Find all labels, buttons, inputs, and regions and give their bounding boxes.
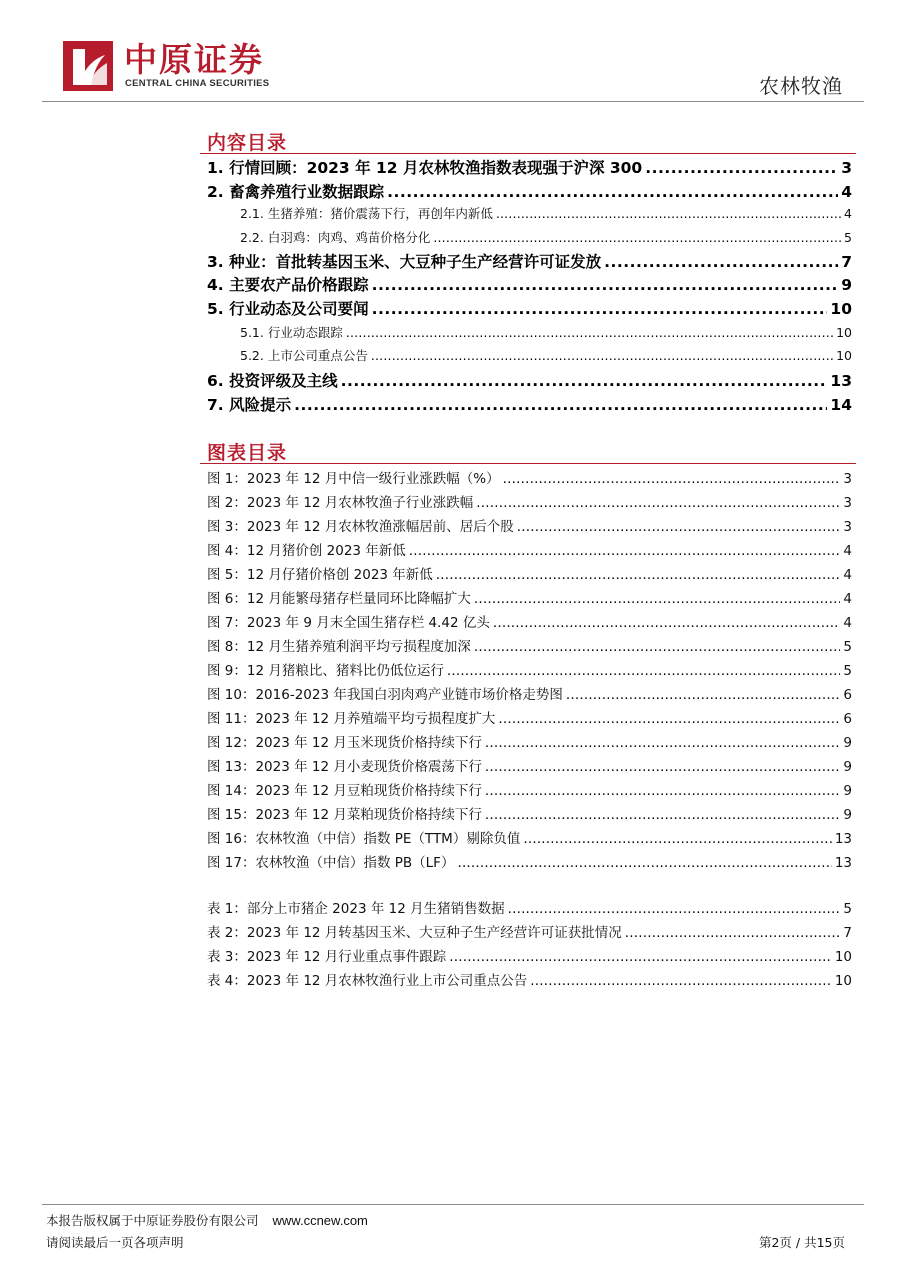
toc-entry-text: 2. 畜禽养殖行业数据跟踪 [207,183,385,201]
figure-entry-text: 图 13：2023 年 12 月小麦现货价格震荡下行 [207,759,482,775]
footer-copyright: 本报告版权属于中原证券股份有限公司 [46,1213,259,1228]
figure-entry[interactable] [207,755,852,777]
figure-entry-text: 图 14：2023 年 12 月豆粕现货价格持续下行 [207,783,482,799]
leader-dots [503,471,841,487]
logo-chinese-name: 中原证券 [124,40,264,79]
toc-entry[interactable] [207,250,852,274]
toc-entry-page: 13 [830,372,852,390]
figure-entry[interactable] [207,779,852,801]
toc-subentry[interactable] [240,346,852,366]
table-entry[interactable] [207,969,852,991]
figure-entry-text: 图 15：2023 年 12 月菜粕现货价格持续下行 [207,807,482,823]
figure-entry-page: 5 [843,663,852,679]
figure-entry[interactable] [207,539,852,561]
toc-entry-text: 2.2. 白羽鸡：肉鸡、鸡苗价格分化 [240,230,431,245]
leader-dots [409,543,841,559]
figure-entry-page: 3 [843,519,852,535]
leader-dots [645,159,838,177]
figure-entry[interactable] [207,467,852,489]
toc-subentry[interactable] [240,204,852,224]
toc-entry-text: 2.1. 生猪养殖：猪价震荡下行，再创年内新低 [240,206,493,221]
table-entry[interactable] [207,897,852,919]
figure-entry-page: 4 [843,543,852,559]
footer-page-info: 第2页 / 共15页 [758,1235,845,1250]
leader-dots [625,925,841,941]
toc-entry-text: 5.1. 行业动态跟踪 [240,325,343,340]
figure-entry-page: 9 [843,759,852,775]
toc-entry-text: 5.2. 上市公司重点公告 [240,348,368,363]
leader-dots [294,396,827,414]
toc-entry-text: 5. 行业动态及公司要闻 [207,300,369,318]
leader-dots [341,372,828,390]
toc-entry-page: 7 [841,253,852,271]
leader-dots [498,711,840,727]
toc-entry-page: 10 [830,300,852,318]
toc-entry-text: 3. 种业：首批转基因玉米、大豆种子生产经营许可证发放 [207,253,602,271]
toc-subentry[interactable] [240,228,852,248]
figure-entry-text: 图 1：2023 年 12 月中信一级行业涨跌幅（%） [207,471,500,487]
leader-dots [476,495,840,511]
figure-entry-page: 6 [843,711,852,727]
leader-dots [508,901,841,917]
leader-dots [485,807,841,823]
figure-entry[interactable] [207,587,852,609]
toc-entry-page: 10 [836,348,852,363]
toc-entry[interactable] [207,273,852,297]
figure-entry[interactable] [207,659,852,681]
leader-dots [485,783,841,799]
figure-entry-text: 图 17：农林牧渔（中信）指数 PB（LF） [207,855,455,871]
figure-entry-page: 4 [843,567,852,583]
figure-entry-text: 图 4：12 月猪价创 2023 年新低 [207,543,406,559]
table-entry-text: 表 3：2023 年 12 月行业重点事件跟踪 [207,949,447,965]
toc-entry-page: 9 [841,276,852,294]
leader-dots [436,567,841,583]
toc-entry[interactable] [207,369,852,393]
leader-dots [566,687,841,703]
logo-english-name: CENTRAL CHINA SECURITIES [125,78,270,89]
figure-entry-page: 9 [843,783,852,799]
footer-url-link[interactable]: www.ccnew.com [272,1213,368,1228]
leader-dots [372,276,839,294]
figure-entry-text: 图 2：2023 年 12 月农林牧渔子行业涨跌幅 [207,495,474,511]
figure-entry[interactable] [207,515,852,537]
table-entry-text: 表 1：部分上市猪企 2023 年 12 月生猪销售数据 [207,901,505,917]
leader-dots [474,639,841,655]
page-header [0,0,905,104]
toc-entry[interactable] [207,393,852,417]
figure-entry[interactable] [207,707,852,729]
leader-dots [346,325,833,340]
leader-dots [523,831,831,847]
toc-entry-page: 4 [841,183,852,201]
figure-entry[interactable] [207,851,852,873]
figures-title-rule [200,463,856,464]
toc-entry[interactable] [207,180,852,204]
leader-dots [371,348,833,363]
figure-entry[interactable] [207,683,852,705]
figure-entry-text: 图 6：12 月能繁母猪存栏量同环比降幅扩大 [207,591,471,607]
figure-entry-page: 6 [843,687,852,703]
figure-entry-page: 5 [843,639,852,655]
figure-entry[interactable] [207,611,852,633]
figure-entry-page: 4 [843,615,852,631]
toc-entry[interactable] [207,297,852,321]
toc-entry[interactable] [207,156,852,180]
leader-dots [372,300,828,318]
figure-entry[interactable] [207,491,852,513]
leader-dots [530,973,832,989]
toc-title: 内容目录 [207,132,288,154]
toc-entry-text: 4. 主要农产品价格跟踪 [207,276,369,294]
table-entry-page: 7 [843,925,852,941]
leader-dots [449,949,832,965]
figure-entry-page: 4 [843,591,852,607]
footer-divider [42,1204,864,1205]
central-china-securities-logo-icon [63,41,113,91]
toc-entry-text: 7. 风险提示 [207,396,292,414]
figure-entry[interactable] [207,803,852,825]
figure-entry-text: 图 9：12 月猪粮比、猪料比仍低位运行 [207,663,444,679]
figure-entry-text: 图 12：2023 年 12 月玉米现货价格持续下行 [207,735,482,751]
figure-entry-text: 图 3：2023 年 12 月农林牧渔涨幅居前、居后个股 [207,519,514,535]
leader-dots [604,253,838,271]
figure-entry[interactable] [207,827,852,849]
leader-dots [485,735,841,751]
figure-entry[interactable] [207,563,852,585]
table-entry[interactable] [207,921,852,943]
footer-copyright-line [46,1211,368,1229]
toc-entry-page: 5 [844,230,852,245]
industry-section-label: 农林牧渔 [759,74,843,98]
figure-entry-text: 图 8：12 月生猪养殖利润平均亏损程度加深 [207,639,471,655]
leader-dots [493,615,841,631]
figures-title: 图表目录 [207,442,288,464]
figure-entry-text: 图 7：2023 年 9 月末全国生猪存栏 4.42 亿头 [207,615,490,631]
header-divider [42,101,864,102]
leader-dots [433,230,841,245]
table-entry-text: 表 2：2023 年 12 月转基因玉米、大豆种子生产经营许可证获批情况 [207,925,622,941]
toc-entry-text: 6. 投资评级及主线 [207,372,338,390]
leader-dots [474,591,841,607]
leader-dots [517,519,841,535]
figure-entry-text: 图 5：12 月仔猪价格创 2023 年新低 [207,567,433,583]
leader-dots [387,183,838,201]
leader-dots [496,206,841,221]
table-entry-page: 10 [834,949,852,965]
table-entry[interactable] [207,945,852,967]
figure-entry-text: 图 11：2023 年 12 月养殖端平均亏损程度扩大 [207,711,496,727]
toc-entry-page: 4 [844,206,852,221]
figure-entry-page: 13 [834,855,852,871]
toc-entry-page: 14 [830,396,852,414]
figure-entry[interactable] [207,635,852,657]
footer-disclaimer: 请阅读最后一页各项声明 [46,1235,184,1250]
figure-entry-text: 图 16：农林牧渔（中信）指数 PE（TTM）剔除负值 [207,831,521,847]
figure-entry[interactable] [207,731,852,753]
toc-subentry[interactable] [240,323,852,343]
leader-dots [447,663,841,679]
figure-entry-page: 13 [834,831,852,847]
table-entry-page: 5 [843,901,852,917]
toc-entry-page: 3 [841,159,852,177]
figure-entry-text: 图 10：2016-2023 年我国白羽肉鸡产业链市场价格走势图 [207,687,563,703]
table-entry-page: 10 [834,973,852,989]
leader-dots [485,759,841,775]
toc-entry-text: 1. 行情回顾：2023 年 12 月农林牧渔指数表现强于沪深 300 [207,159,643,177]
toc-title-rule [200,153,856,154]
table-entry-text: 表 4：2023 年 12 月农林牧渔行业上市公司重点公告 [207,973,528,989]
toc-entry-page: 10 [836,325,852,340]
figure-entry-page: 3 [843,471,852,487]
figure-entry-page: 9 [843,807,852,823]
figure-entry-page: 9 [843,735,852,751]
leader-dots [457,855,831,871]
figure-entry-page: 3 [843,495,852,511]
